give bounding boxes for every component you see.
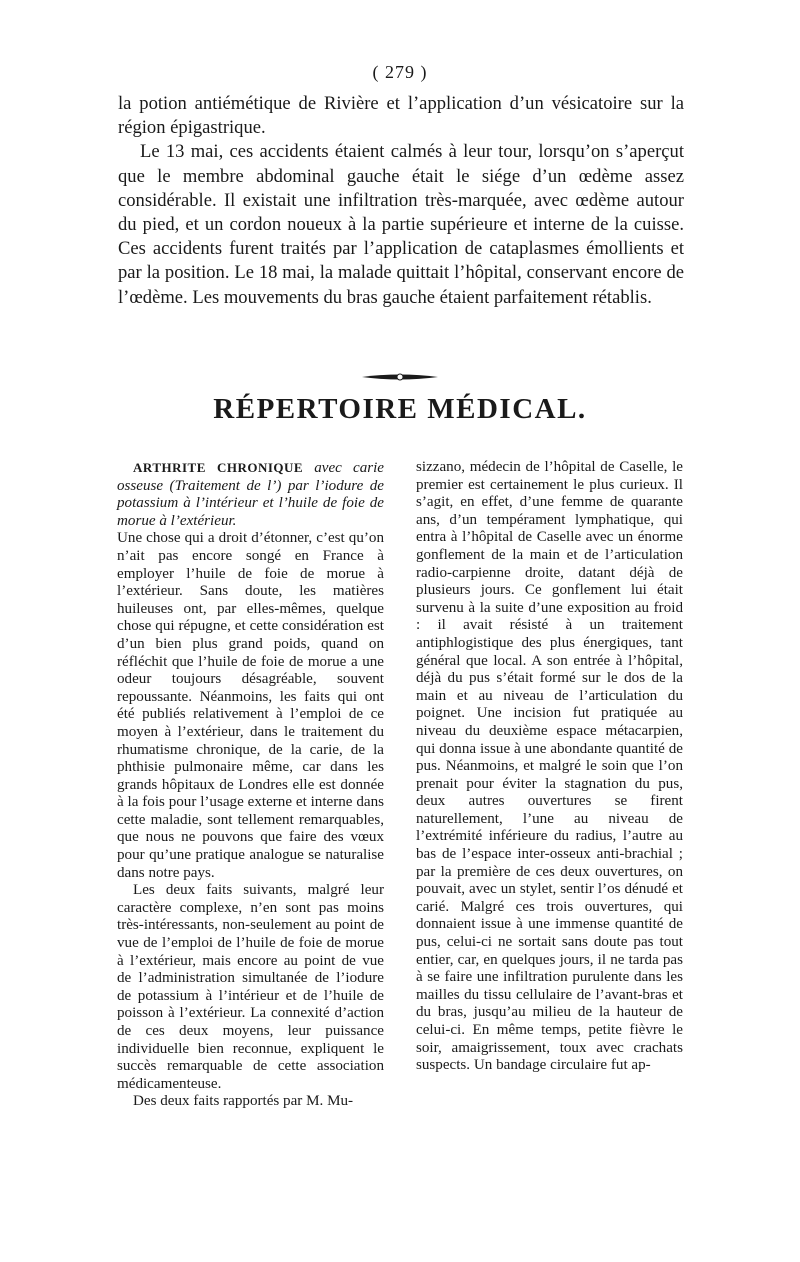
intro-paragraph: Le 13 mai, ces accidents étaient calmés à leur tour, lorsqu’on s’aperçut que le membre abdominal gauche était le siége d’un œdème assez considérable. Il existait une infiltration très-marquée, avec œdème autour du pied, et un cordon noueux à la partie supérieure et interne de la cuisse. Ces accidents furent traités par l’application de cataplasmes émollients et par la position. Le 18 mai, la malade quittait l’hôpital, conservant encore de l’œdème. Les mouvements du bras gauche étaient parfaitement rétablis. [118,141,684,308]
page-number: ( 279 ) [372,62,428,82]
body-paragraph: sizzano, médecin de l’hôpital de Caselle, le premier est certainement le plus curieux. Il s’agit, en effet, d’une femme de quarante ans, d’un tempérament lymphatique, qui entra à l’hôpital de Caselle avec un énorme gonflement de la main et de l’articulation radio-carpienne droite, datant déjà de plusieurs jours. Ce gonflement lui était survenu à la suite d’une exposition au froid : il avait résisté à un traitement antiphlogistique des plus énergiques, tant général que local. A son entrée à l’hôpital, déjà du pus s’était formé sur le dos de la main et au niveau de l’articulation du poignet. Une incision fut pratiquée au niveau du deuxième espace métacarpien, qui donna issue à une abondante quantité de pus. Néanmoins, et malgré le soin que l’on prenait pour éviter la stagnation du pus, deux autres ouvertures se firent naturellement, l’une au niveau de l’extrémité inférieure du radius, l’autre au bas de l’espace inter-osseux anti-brachial ; par la première de ces deux ouvertures, on pouvait, avec un stylet, sentir l’os dénudé et carié. Malgré ces trois ouvertures, qui donnaient issue à une immense quantité de pus, celui-ci ne sortait sans doute pas tout entier, car, en quelques jours, il ne tarda pas à se faire une infiltration purulente dans les mailles du tissu cellulaire de l’avant-bras et du bras, jusqu’au milieu de la hauteur de celui-ci. En même temps, petite fièvre le soir, amaigrissement, toux avec crachats suspects. Un bandage circulaire fut ap- [416,459,683,1074]
entry-subtitle: avec carie osseuse (Traitement de l’) par l’iodure de potassium à l’intérieur et l’huile de foie de morue à l’extérieur. [117,460,385,529]
entry-title: ARTHRITE CHRONIQUE [133,460,304,475]
body-paragraph: Une chose qui a droit d’étonner, c’est qu’on n’ait pas encore songé en France à employer l’huile de foie de morue à l’extérieur. Sans doute, les matières huileuses ont, par elles-mêmes, quelque chose qui répugne, et cette considération est d’un bien plus grand poids, quand on réfléchit que l’huile de foie de morue a une odeur toujours désagréable, souvent repoussante. Néanmoins, les faits qui ont été publiés relativement à l’emploi de ce moyen à l’extérieur, dans le traitement du rhumatisme chronique, de la carie, de la phthisie pulmonaire même, car dans les grands hôpitaux de Londres elle est donnée à la fois pour l’usage externe et interne dans cette maladie, sont tellement remarquables, que nous ne pouvons que faire des vœux pour qu’une pratique analogue se naturalise dans notre pays. [117,530,384,881]
intro-paragraph: la potion antiémétique de Rivière et l’application d’un vésicatoire sur la région épigastrique. [118,93,684,139]
body-paragraph: Les deux faits suivants, malgré leur caractère complexe, n’en sont pas moins très-intéressants, non-seulement au point de vue de l’emploi de l’huile de foie de morue à l’extérieur, mais encore au point de vue de l’administration simultanée de l’iodure de potassium à l’intérieur et de l’huile de poisson à l’extérieur. La connexité d’action de ces deux moyens, leur puissance individuelle bien reconnue, expliquent le succès remarquable de cette association médicamenteuse. [117,882,384,1092]
left-column [117,459,384,1111]
entry-heading [117,459,384,530]
body-paragraph: Des deux faits rapportés par M. Mu- [133,1093,354,1110]
intro-text [118,92,684,310]
divider-ornament [360,372,440,382]
right-column [416,459,683,1075]
section-title: RÉPERTOIRE MÉDICAL. [213,393,587,425]
